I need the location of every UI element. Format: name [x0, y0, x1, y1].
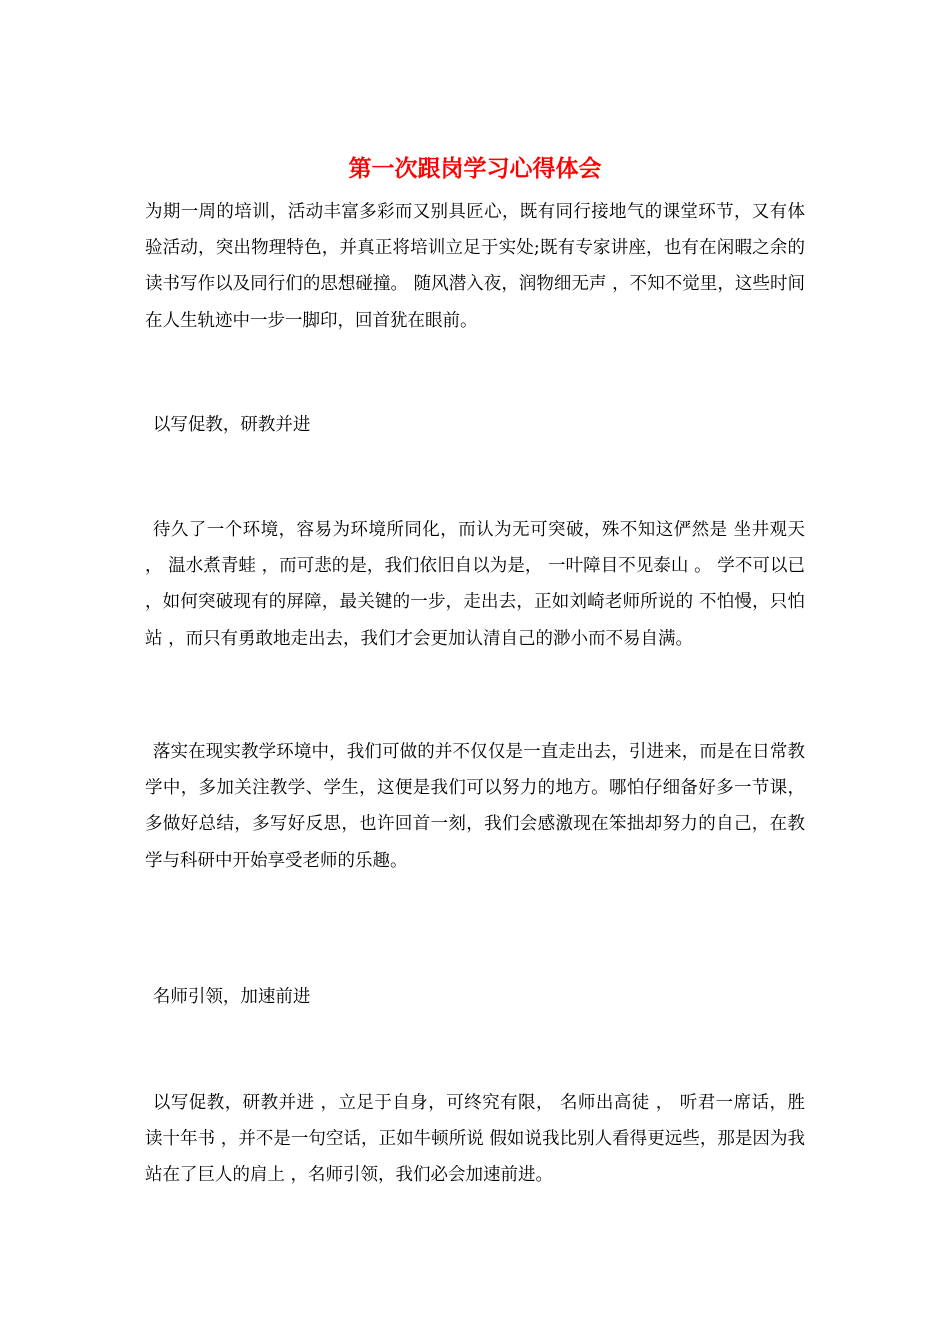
section-heading-mentors: 名师引领，加速前进	[152, 987, 311, 1007]
paragraph-environment: 待久了一个环境，容易为环境所同化，而认为无可突破，殊不知这俨然是 坐井观天 ， 温水煮青蛙 ，而可悲的是，我们依旧自以为是， 一叶障目不见泰山 。 学不可以已 ，如何突破现有的屏障，最关键的一步，走出去，正如刘崎老师所说的 不怕慢，只怕站 ，而只有勇敢地走出去，我们才会更加认清自己的渺小而不易自满。	[145, 520, 805, 649]
paragraph-mentors: 以写促教，研教并进 ，立足于自身，可终究有限， 名师出高徒 ， 听君一席话，胜读十年书 ，并不是一句空话，正如牛顿所说 假如说我比别人看得更远些，那是因为我站在了巨人的肩上 ，名师引领，我们必会加速前进。	[145, 1093, 805, 1186]
paragraph-practice: 落实在现实教学环境中，我们可做的并不仅仅是一直走出去，引进来，而是在日常教学中，多加关注教学、学生，这便是我们可以努力的地方。哪怕仔细备好多一节课，多做好总结，多写好反思，也许回首一刻，我们会感激现在笨拙却努力的自己，在教学与科研中开始享受老师的乐趣。	[145, 742, 805, 871]
section-heading-writing: 以写促教，研教并进	[152, 415, 311, 435]
paragraph-intro: 为期一周的培训，活动丰富多彩而又别具匠心，既有同行接地气的课堂环节，又有体验活动，突出物理特色，并真正将培训立足于实处;既有专家讲座，也有在闲暇之余的读书写作以及同行们的思想碰撞。 随风潜入夜，润物细无声 ，不知不觉里，这些时间在人生轨迹中一步一脚印，回首犹在眼前。	[145, 202, 805, 331]
document-title: 第一次跟岗学习心得体会	[348, 155, 602, 182]
